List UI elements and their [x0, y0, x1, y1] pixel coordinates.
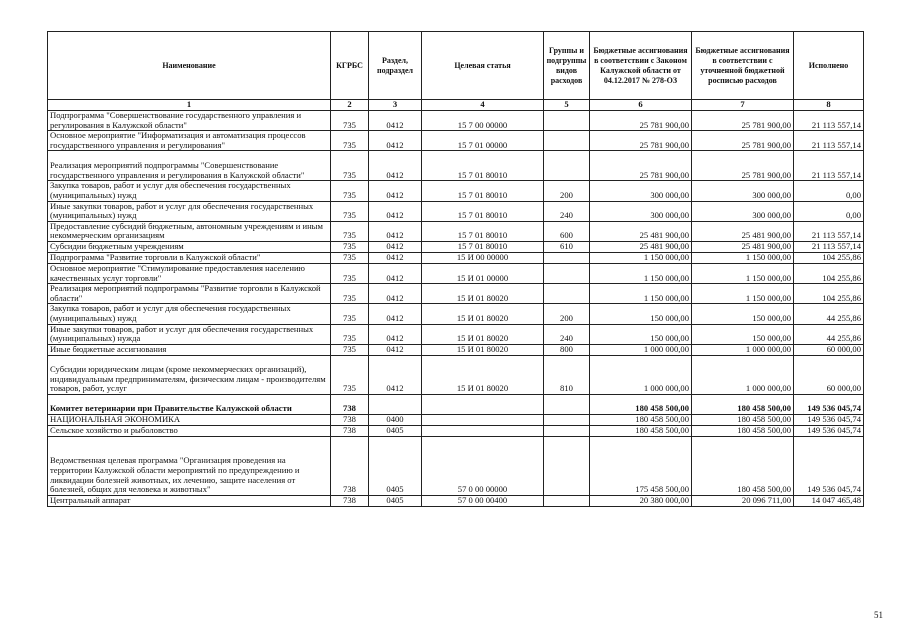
row-law-amount: 150 000,00	[590, 324, 692, 344]
table-row	[48, 355, 864, 394]
row-group	[544, 151, 590, 181]
row-refined-amount: 300 000,00	[692, 201, 794, 221]
row-section: 0412	[369, 324, 422, 344]
row-law-amount: 180 458 500,00	[590, 425, 692, 436]
row-executed-amount: 149 536 045,74	[794, 425, 864, 436]
row-law-amount: 1 150 000,00	[590, 252, 692, 263]
row-name: Сельское хозяйство и рыболовство	[48, 425, 331, 436]
column-number-row	[48, 100, 864, 111]
row-kgrbs: 735	[331, 304, 369, 324]
row-refined-amount: 25 781 900,00	[692, 111, 794, 131]
row-executed-amount: 104 255,86	[794, 284, 864, 304]
row-section: 0412	[369, 181, 422, 201]
row-name: Предоставление субсидий бюджетным, автономным учреждениям и иным некоммерческим организациям	[48, 221, 331, 241]
row-target: 15 7 01 80010	[422, 151, 544, 181]
row-section: 0412	[369, 221, 422, 241]
row-kgrbs: 735	[331, 252, 369, 263]
table-row	[48, 252, 864, 263]
row-section: 0412	[369, 201, 422, 221]
row-refined-amount: 180 458 500,00	[692, 394, 794, 414]
row-target: 15 7 01 00000	[422, 131, 544, 151]
row-section: 0412	[369, 344, 422, 355]
column-number: 2	[331, 100, 369, 111]
row-kgrbs: 735	[331, 284, 369, 304]
row-executed-amount: 21 113 557,14	[794, 131, 864, 151]
row-target: 15 7 01 80010	[422, 241, 544, 252]
table-row	[48, 241, 864, 252]
row-kgrbs: 735	[331, 181, 369, 201]
row-group	[544, 495, 590, 506]
row-group: 240	[544, 201, 590, 221]
row-section: 0412	[369, 131, 422, 151]
row-group	[544, 263, 590, 283]
row-section: 0412	[369, 355, 422, 394]
row-group	[544, 425, 590, 436]
row-kgrbs: 735	[331, 344, 369, 355]
row-refined-amount: 25 781 900,00	[692, 131, 794, 151]
row-refined-amount: 20 096 711,00	[692, 495, 794, 506]
row-kgrbs: 735	[331, 355, 369, 394]
col-header-law: Бюджетные ассигнования в соответствии с Законом Калужской области от 04.12.2017 № 278-ОЗ	[590, 32, 692, 100]
row-law-amount: 25 781 900,00	[590, 111, 692, 131]
row-name: Реализация мероприятий подпрограммы "Совершенствование государственного управления и регулирования в Калужской области"	[48, 151, 331, 181]
row-executed-amount: 0,00	[794, 181, 864, 201]
row-name: Закупка товаров, работ и услуг для обеспечения государственных (муниципальных) нужд	[48, 181, 331, 201]
row-law-amount: 180 458 500,00	[590, 414, 692, 425]
row-law-amount: 25 781 900,00	[590, 151, 692, 181]
row-target: 15 И 01 80020	[422, 284, 544, 304]
row-group: 800	[544, 344, 590, 355]
row-law-amount: 25 481 900,00	[590, 221, 692, 241]
row-section: 0405	[369, 425, 422, 436]
row-law-amount: 25 781 900,00	[590, 131, 692, 151]
row-name: Центральный аппарат	[48, 495, 331, 506]
col-header-section: Раздел, подраздел	[369, 32, 422, 100]
row-executed-amount: 21 113 557,14	[794, 241, 864, 252]
row-kgrbs: 735	[331, 131, 369, 151]
row-executed-amount: 149 536 045,74	[794, 394, 864, 414]
row-refined-amount: 25 781 900,00	[692, 151, 794, 181]
row-name: НАЦИОНАЛЬНАЯ ЭКОНОМИКА	[48, 414, 331, 425]
row-refined-amount: 25 481 900,00	[692, 241, 794, 252]
table-row	[48, 495, 864, 506]
row-refined-amount: 300 000,00	[692, 181, 794, 201]
table-row	[48, 284, 864, 304]
row-executed-amount: 60 000,00	[794, 344, 864, 355]
row-kgrbs: 735	[331, 263, 369, 283]
row-executed-amount: 149 536 045,74	[794, 414, 864, 425]
table-row	[48, 201, 864, 221]
row-group	[544, 394, 590, 414]
row-target: 15 И 01 80020	[422, 304, 544, 324]
row-group: 240	[544, 324, 590, 344]
row-law-amount: 20 380 000,00	[590, 495, 692, 506]
column-number: 3	[369, 100, 422, 111]
col-header-kgrbs: КГРБС	[331, 32, 369, 100]
row-group: 200	[544, 304, 590, 324]
table-row	[48, 344, 864, 355]
row-executed-amount: 104 255,86	[794, 263, 864, 283]
row-law-amount: 1 150 000,00	[590, 263, 692, 283]
row-kgrbs: 735	[331, 324, 369, 344]
row-law-amount: 1 000 000,00	[590, 355, 692, 394]
row-target: 57 0 00 00000	[422, 436, 544, 495]
row-group	[544, 436, 590, 495]
table-row	[48, 425, 864, 436]
column-number: 8	[794, 100, 864, 111]
row-kgrbs: 735	[331, 151, 369, 181]
row-law-amount: 175 458 500,00	[590, 436, 692, 495]
table-row	[48, 131, 864, 151]
table-row	[48, 304, 864, 324]
col-header-name: Наименование	[48, 32, 331, 100]
row-refined-amount: 180 458 500,00	[692, 425, 794, 436]
row-name: Ведомственная целевая программа "Организация проведения на территории Калужской области мероприятий по предупреждению и ликвидации болезней животных, их лечению, защите населения от болезней, общих для человека и животных"	[48, 436, 331, 495]
row-target: 15 И 01 80020	[422, 324, 544, 344]
row-law-amount: 1 000 000,00	[590, 344, 692, 355]
table-header	[48, 32, 864, 111]
row-target	[422, 425, 544, 436]
row-kgrbs: 738	[331, 495, 369, 506]
row-group	[544, 284, 590, 304]
row-group	[544, 111, 590, 131]
row-section: 0412	[369, 241, 422, 252]
row-refined-amount: 1 000 000,00	[692, 344, 794, 355]
row-name: Субсидии юридическим лицам (кроме некоммерческих организаций), индивидуальным предпринимателям, физическим лицам - производителям товаров, работ, услуг	[48, 355, 331, 394]
row-target	[422, 394, 544, 414]
row-kgrbs: 738	[331, 425, 369, 436]
row-name: Подпрограмма "Развитие торговли в Калужской области"	[48, 252, 331, 263]
row-kgrbs: 735	[331, 221, 369, 241]
row-name: Комитет ветеринарии при Правительстве Калужской области	[48, 394, 331, 414]
row-refined-amount: 1 000 000,00	[692, 355, 794, 394]
row-target: 15 7 01 80010	[422, 201, 544, 221]
row-executed-amount: 21 113 557,14	[794, 221, 864, 241]
row-law-amount: 25 481 900,00	[590, 241, 692, 252]
table-row	[48, 151, 864, 181]
row-law-amount: 300 000,00	[590, 181, 692, 201]
row-section: 0405	[369, 436, 422, 495]
row-name: Субсидии бюджетным учреждениям	[48, 241, 331, 252]
column-number: 1	[48, 100, 331, 111]
row-section: 0412	[369, 284, 422, 304]
row-executed-amount: 44 255,86	[794, 324, 864, 344]
row-refined-amount: 1 150 000,00	[692, 284, 794, 304]
row-section: 0412	[369, 151, 422, 181]
row-name: Подпрограмма "Совершенствование государственного управления и регулирования в Калужской области"	[48, 111, 331, 131]
row-law-amount: 300 000,00	[590, 201, 692, 221]
row-target: 15 И 01 80020	[422, 355, 544, 394]
row-section: 0412	[369, 263, 422, 283]
row-target: 15 И 01 80020	[422, 344, 544, 355]
row-target: 15 7 00 00000	[422, 111, 544, 131]
row-kgrbs: 738	[331, 394, 369, 414]
row-group: 610	[544, 241, 590, 252]
row-target: 15 7 01 80010	[422, 221, 544, 241]
row-executed-amount: 104 255,86	[794, 252, 864, 263]
table-row	[48, 181, 864, 201]
row-group	[544, 252, 590, 263]
row-section: 0412	[369, 252, 422, 263]
column-number: 4	[422, 100, 544, 111]
row-group: 810	[544, 355, 590, 394]
table-row	[48, 221, 864, 241]
row-group: 600	[544, 221, 590, 241]
row-group: 200	[544, 181, 590, 201]
row-section: 0405	[369, 495, 422, 506]
table-row	[48, 263, 864, 283]
row-executed-amount: 60 000,00	[794, 355, 864, 394]
row-name: Основное мероприятие "Информатизация и автоматизация процессов государственного управления и регулирования"	[48, 131, 331, 151]
col-header-refined: Бюджетные ассигнования в соответствии с уточненной бюджетной росписью расходов	[692, 32, 794, 100]
row-law-amount: 180 458 500,00	[590, 394, 692, 414]
row-refined-amount: 1 150 000,00	[692, 252, 794, 263]
row-target: 15 И 00 00000	[422, 252, 544, 263]
col-header-executed: Исполнено	[794, 32, 864, 100]
table-body	[48, 111, 864, 507]
row-kgrbs: 738	[331, 436, 369, 495]
row-refined-amount: 1 150 000,00	[692, 263, 794, 283]
row-executed-amount: 14 047 465,48	[794, 495, 864, 506]
row-name: Иные закупки товаров, работ и услуг для обеспечения государственных (муниципальных) нужд	[48, 201, 331, 221]
page-number: 51	[874, 610, 883, 620]
column-number: 5	[544, 100, 590, 111]
row-refined-amount: 180 458 500,00	[692, 436, 794, 495]
row-section: 0412	[369, 111, 422, 131]
row-section: 0400	[369, 414, 422, 425]
row-refined-amount: 150 000,00	[692, 304, 794, 324]
row-name: Основное мероприятие "Стимулирование предоставления населению качественных услуг торговли"	[48, 263, 331, 283]
row-kgrbs: 735	[331, 201, 369, 221]
column-number: 7	[692, 100, 794, 111]
row-kgrbs: 738	[331, 414, 369, 425]
row-name: Закупка товаров, работ и услуг для обеспечения государственных (муниципальных) нужд	[48, 304, 331, 324]
row-target: 15 И 01 00000	[422, 263, 544, 283]
table-row	[48, 436, 864, 495]
row-executed-amount: 0,00	[794, 201, 864, 221]
row-group	[544, 414, 590, 425]
row-name: Иные закупки товаров, работ и услуг для обеспечения государственных (муниципальных) нужда	[48, 324, 331, 344]
row-law-amount: 1 150 000,00	[590, 284, 692, 304]
row-executed-amount: 21 113 557,14	[794, 111, 864, 131]
row-refined-amount: 180 458 500,00	[692, 414, 794, 425]
row-target	[422, 414, 544, 425]
row-name: Иные бюджетные ассигнования	[48, 344, 331, 355]
row-refined-amount: 150 000,00	[692, 324, 794, 344]
row-target: 57 0 00 00400	[422, 495, 544, 506]
row-group	[544, 131, 590, 151]
budget-table	[47, 31, 864, 507]
row-kgrbs: 735	[331, 111, 369, 131]
table-row	[48, 414, 864, 425]
row-executed-amount: 149 536 045,74	[794, 436, 864, 495]
table-row	[48, 111, 864, 131]
col-header-groups: Группы и подгруппы видов расходов	[544, 32, 590, 100]
row-section: 0412	[369, 304, 422, 324]
row-executed-amount: 44 255,86	[794, 304, 864, 324]
row-executed-amount: 21 113 557,14	[794, 151, 864, 181]
row-name: Реализация мероприятий подпрограммы "Развитие торговли в Калужской области"	[48, 284, 331, 304]
table-row	[48, 394, 864, 414]
row-section	[369, 394, 422, 414]
col-header-target: Целевая статья	[422, 32, 544, 100]
row-refined-amount: 25 481 900,00	[692, 221, 794, 241]
row-law-amount: 150 000,00	[590, 304, 692, 324]
row-kgrbs: 735	[331, 241, 369, 252]
table-row	[48, 324, 864, 344]
column-number: 6	[590, 100, 692, 111]
row-target: 15 7 01 80010	[422, 181, 544, 201]
